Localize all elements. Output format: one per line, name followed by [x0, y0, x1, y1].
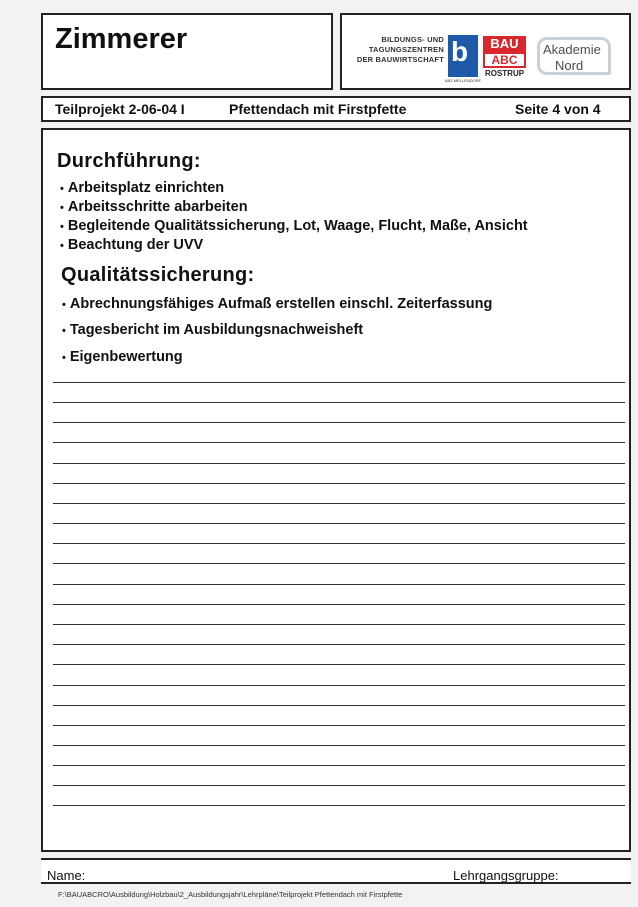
abz-logo-caption: ABZ MELLENDORF — [444, 78, 482, 83]
project-number: Teilprojekt 2-06-04 I — [55, 101, 185, 117]
list-item: • Begleitende Qualitätssicherung, Lot, Waage, Flucht, Maße, Ansicht — [60, 218, 528, 234]
group-label: Lehrgangsgruppe: — [453, 868, 559, 883]
writing-line — [53, 705, 625, 706]
list-item: • Arbeitsplatz einrichten — [60, 180, 225, 196]
organization-text: BILDUNGS- UND TAGUNGSZENTREN DER BAUWIRTSCHAFT — [356, 35, 444, 64]
writing-line — [53, 624, 625, 625]
list-item: • Arbeitsschritte abarbeiten — [60, 199, 248, 215]
list-item: • Abrechnungsfähiges Aufmaß erstellen einschl. Zeiterfassung — [62, 296, 493, 312]
page-indicator: Seite 4 von 4 — [515, 101, 601, 117]
project-bar — [41, 96, 631, 122]
bau-abc-logo: BAU ABC ROSTRUP — [484, 36, 525, 78]
writing-line — [53, 745, 625, 746]
writing-line — [53, 402, 625, 403]
writing-line — [53, 442, 625, 443]
writing-line — [53, 382, 625, 383]
writing-line — [53, 725, 625, 726]
abz-logo: b — [448, 35, 478, 77]
section-heading-durchfuehrung: Durchführung: — [57, 150, 201, 172]
writing-line — [53, 765, 625, 766]
footer-bar — [41, 858, 631, 884]
writing-line — [53, 805, 625, 806]
section-heading-qualitaetssicherung: Qualitätssicherung: — [61, 264, 255, 286]
writing-line — [53, 644, 625, 645]
writing-line — [53, 563, 625, 564]
writing-line — [53, 604, 625, 605]
writing-line — [53, 685, 625, 686]
document-title: Zimmerer — [55, 23, 188, 55]
writing-line — [53, 503, 625, 504]
writing-line — [53, 422, 625, 423]
writing-line — [53, 523, 625, 524]
writing-line — [53, 483, 625, 484]
writing-line — [53, 543, 625, 544]
name-label: Name: — [47, 868, 86, 883]
akademie-nord-logo: Akademie Nord — [533, 35, 617, 77]
writing-line — [53, 664, 625, 665]
writing-line — [53, 584, 625, 585]
list-item: • Eigenbewertung — [62, 349, 183, 365]
writing-line — [53, 463, 625, 464]
logo-box — [340, 13, 631, 90]
project-topic: Pfettendach mit Firstpfette — [229, 101, 407, 117]
writing-line — [53, 785, 625, 786]
title-box — [41, 13, 333, 90]
list-item: • Beachtung der UVV — [60, 237, 204, 253]
file-path: F:\BAUABCRO\Ausbildung\Holzbau\2_Ausbildungsjahr\Lehrpläne\Teilprojekt Pfettendach mit Firstpfette — [58, 890, 403, 899]
list-item: • Tagesbericht im Ausbildungsnachweisheft — [62, 322, 364, 338]
